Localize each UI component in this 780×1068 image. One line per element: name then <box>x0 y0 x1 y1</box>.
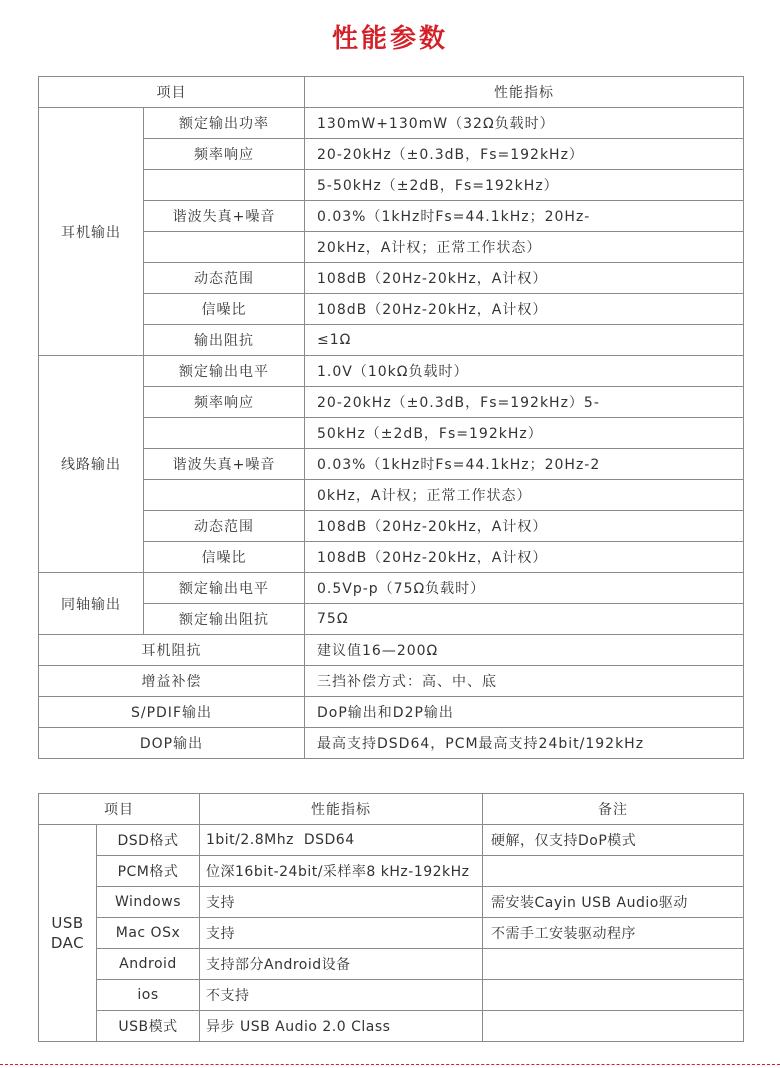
table-row <box>39 856 744 887</box>
value-cell: DoP输出和D2P输出 <box>305 697 744 728</box>
note-cell <box>483 980 744 1011</box>
note-cell: 需安装Cayin USB Audio驱动 <box>483 887 744 918</box>
table-row <box>39 604 744 635</box>
table-row <box>39 666 744 697</box>
value-cell: 支持 <box>200 887 483 918</box>
group-label: 同轴输出 <box>39 573 144 635</box>
value-cell: 1.0V（10kΩ负载时） <box>305 356 744 387</box>
table-row <box>39 356 744 387</box>
note-cell: 硬解，仅支持DoP模式 <box>483 825 744 856</box>
item-cell: Windows <box>97 887 200 918</box>
table-row <box>39 635 744 666</box>
usb-dac-table <box>38 793 744 1042</box>
value-cell: 75Ω <box>305 604 744 635</box>
item-cell: Android <box>97 949 200 980</box>
value-cell: ≤1Ω <box>305 325 744 356</box>
note-cell <box>483 1011 744 1042</box>
item-cell: PCM格式 <box>97 856 200 887</box>
item-cell <box>144 418 305 449</box>
item-cell: 额定输出功率 <box>144 108 305 139</box>
value-cell: 0.03%（1kHz时Fs=44.1kHz；20Hz-2 <box>305 449 744 480</box>
item-cell <box>144 480 305 511</box>
table-row <box>39 108 744 139</box>
table-row <box>39 325 744 356</box>
table-row <box>39 697 744 728</box>
item-cell: DSD格式 <box>97 825 200 856</box>
table-row <box>39 139 744 170</box>
value-cell: 最高支持DSD64，PCM最高支持24bit/192kHz <box>305 728 744 759</box>
table-row <box>39 949 744 980</box>
value-cell: 20kHz，A计权；正常工作状态） <box>305 232 744 263</box>
table-row <box>39 201 744 232</box>
header-value: 性能指标 <box>200 794 483 825</box>
item-cell: DOP输出 <box>39 728 305 759</box>
table-row <box>39 728 744 759</box>
item-cell: S/PDIF输出 <box>39 697 305 728</box>
value-cell: 108dB（20Hz-20kHz，A计权） <box>305 511 744 542</box>
value-cell: 130mW+130mW（32Ω负载时） <box>305 108 744 139</box>
note-cell <box>483 949 744 980</box>
value-cell: 20-20kHz（±0.3dB，Fs=192kHz）5- <box>305 387 744 418</box>
page-title: 性能参数 <box>331 24 448 54</box>
header-row <box>39 794 744 825</box>
header-item: 项目 <box>39 794 200 825</box>
item-cell: 额定输出电平 <box>144 356 305 387</box>
value-cell: 异步 USB Audio 2.0 Class <box>200 1011 483 1042</box>
spec-table <box>38 76 744 759</box>
value-cell: 建议值16—200Ω <box>305 635 744 666</box>
table-row <box>39 418 744 449</box>
header-note: 备注 <box>483 794 744 825</box>
table-row <box>39 573 744 604</box>
table-row <box>39 387 744 418</box>
table-row <box>39 887 744 918</box>
value-cell: 50kHz（±2dB，Fs=192kHz） <box>305 418 744 449</box>
item-cell: 频率响应 <box>144 387 305 418</box>
item-cell <box>144 232 305 263</box>
item-cell: 耳机阻抗 <box>39 635 305 666</box>
table-row <box>39 480 744 511</box>
value-cell: 20-20kHz（±0.3dB，Fs=192kHz） <box>305 139 744 170</box>
table-row <box>39 918 744 949</box>
header-value: 性能指标 <box>305 77 744 108</box>
item-cell: 信噪比 <box>144 294 305 325</box>
value-cell: 支持 <box>200 918 483 949</box>
note-cell <box>483 856 744 887</box>
value-cell: 位深16bit-24bit/采样率8 kHz-192kHz <box>200 856 483 887</box>
value-cell: 不支持 <box>200 980 483 1011</box>
item-cell: 额定输出电平 <box>144 573 305 604</box>
item-cell: 动态范围 <box>144 263 305 294</box>
table-row <box>39 170 744 201</box>
table-row <box>39 542 744 573</box>
item-cell: 输出阻抗 <box>144 325 305 356</box>
value-cell: 5-50kHz（±2dB，Fs=192kHz） <box>305 170 744 201</box>
item-cell: Mac OSx <box>97 918 200 949</box>
value-cell: 三挡补偿方式：高、中、底 <box>305 666 744 697</box>
table-row <box>39 263 744 294</box>
item-cell: USB模式 <box>97 1011 200 1042</box>
table-row <box>39 1011 744 1042</box>
table-row <box>39 232 744 263</box>
item-cell: 谐波失真+噪音 <box>144 449 305 480</box>
group-label: 线路输出 <box>39 356 144 573</box>
note-cell: 不需手工安装驱动程序 <box>483 918 744 949</box>
table-row <box>39 449 744 480</box>
item-cell: 增益补偿 <box>39 666 305 697</box>
table-row <box>39 294 744 325</box>
value-cell: 108dB（20Hz-20kHz，A计权） <box>305 263 744 294</box>
value-cell: 0kHz，A计权；正常工作状态） <box>305 480 744 511</box>
divider-dashed <box>0 1064 780 1065</box>
table-row <box>39 825 744 856</box>
value-cell: 0.03%（1kHz时Fs=44.1kHz；20Hz- <box>305 201 744 232</box>
item-cell: ios <box>97 980 200 1011</box>
value-cell: 108dB（20Hz-20kHz，A计权） <box>305 294 744 325</box>
value-cell: 0.5Vp-p（75Ω负载时） <box>305 573 744 604</box>
item-cell: 额定输出阻抗 <box>144 604 305 635</box>
item-cell: 频率响应 <box>144 139 305 170</box>
table-row <box>39 511 744 542</box>
group-label: USB DAC <box>39 825 97 1042</box>
item-cell: 动态范围 <box>144 511 305 542</box>
value-cell: 108dB（20Hz-20kHz，A计权） <box>305 542 744 573</box>
item-cell: 信噪比 <box>144 542 305 573</box>
value-cell: 1bit/2.8Mhz DSD64 <box>200 825 483 856</box>
table-row <box>39 980 744 1011</box>
header-item: 项目 <box>39 77 305 108</box>
value-cell: 支持部分Android设备 <box>200 949 483 980</box>
item-cell: 谐波失真+噪音 <box>144 201 305 232</box>
group-label: 耳机输出 <box>39 108 144 356</box>
header-row <box>39 77 744 108</box>
item-cell <box>144 170 305 201</box>
